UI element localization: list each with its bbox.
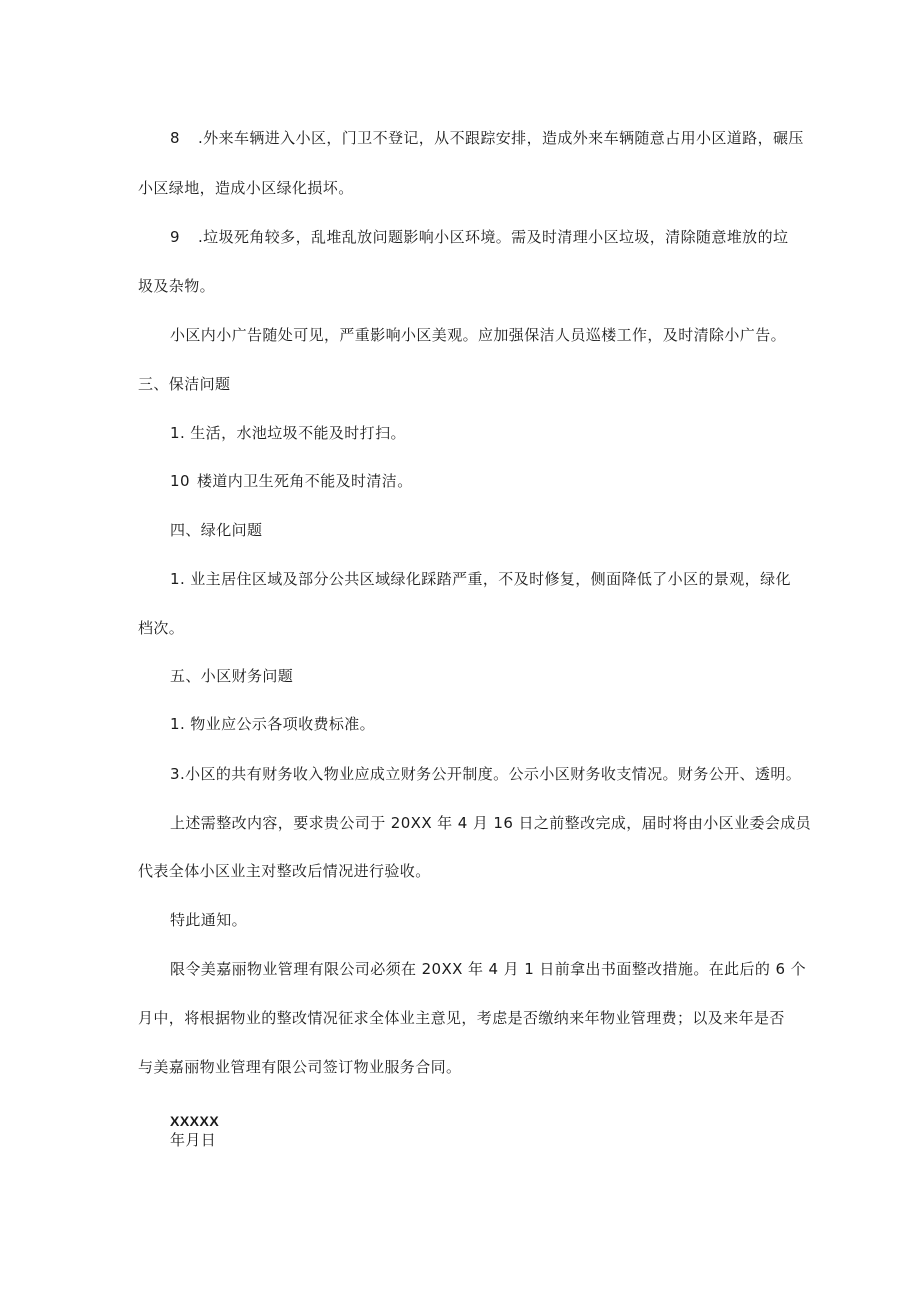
- item-10-number: 10: [170, 472, 190, 490]
- deadline-line-1: 限令美嘉丽物业管理有限公司必须在 20XX 年 4 月 1 日前拿出书面整改措施。在此后的 6 个: [170, 960, 807, 978]
- section-3-heading: 三、保洁问题: [138, 375, 231, 393]
- rectification-line-1: 上述需整改内容，要求贵公司于 20XX 年 4 月 16 日之前整改完成，届时将由小区业委会成员: [170, 814, 812, 832]
- section-3-item-1: 1. 生活，水池垃圾不能及时打扫。: [170, 424, 406, 442]
- item-10-text: 楼道内卫生死角不能及时清洁。: [197, 472, 413, 490]
- section-4-item-1-line-2: 档次。: [138, 619, 185, 637]
- notice-text: 特此通知。: [170, 911, 248, 929]
- item-8-text: .外来车辆进入小区，门卫不登记，从不跟踪安排，造成外来车辆随意占用小区道路，碾压: [198, 129, 804, 147]
- signature-date: 年月日: [170, 1131, 217, 1149]
- section-5-item-3: 3.小区的共有财务收入物业应成立财务公开制度。公示小区财务收支情况。财务公开、透明。: [170, 765, 802, 783]
- ads-paragraph: 小区内小广告随处可见，严重影响小区美观。应加强保洁人员巡楼工作，及时清除小广告。: [170, 326, 787, 344]
- item-8-line-2: 小区绿地，造成小区绿化损坏。: [138, 179, 354, 197]
- section-3-item-10: [170, 471, 413, 491]
- item-9-text: .垃圾死角较多，乱堆乱放问题影响小区环境。需及时清理小区垃圾，清除随意堆放的垃: [198, 228, 789, 246]
- item-8-number: 8: [170, 129, 180, 147]
- section-4-heading: 四、绿化问题: [170, 521, 263, 539]
- section-5-item-1: 1. 物业应公示各项收费标准。: [170, 715, 376, 733]
- item-9-line-2: 圾及杂物。: [138, 277, 216, 295]
- item-9-number: 9: [170, 228, 180, 246]
- rectification-line-2: 代表全体小区业主对整改后情况进行验收。: [138, 862, 431, 880]
- section-4-item-1-line-1: 1. 业主居住区域及部分公共区域绿化踩踏严重，不及时修复，侧面降低了小区的景观，绿化: [170, 570, 791, 588]
- signature-name: XXXXX: [170, 1113, 220, 1129]
- item-9-line-1: [170, 227, 788, 247]
- item-8-line-1: [170, 128, 804, 148]
- section-5-heading: 五、小区财务问题: [170, 667, 294, 685]
- deadline-line-3: 与美嘉丽物业管理有限公司签订物业服务合同。: [138, 1058, 462, 1076]
- deadline-line-2: 月中，将根据物业的整改情况征求全体业主意见，考虑是否缴纳来年物业管理费；以及来年是否: [138, 1009, 785, 1027]
